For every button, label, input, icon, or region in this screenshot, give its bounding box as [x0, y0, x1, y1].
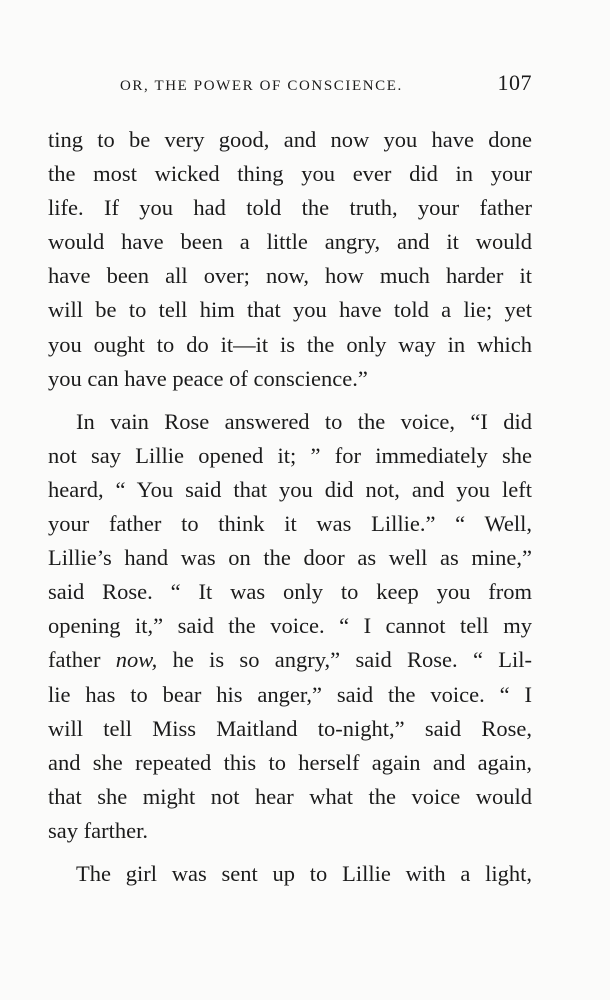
italic-word: now, [115, 647, 158, 673]
running-head [120, 70, 532, 96]
paragraph [48, 857, 532, 891]
text-segment: he is so angry,” said Rose. “ Lil- [157, 647, 532, 673]
text-line-with-italic [48, 643, 532, 677]
text-line: would have been a little angry, and it would [48, 229, 532, 255]
text-line: opening it,” said the voice. “ I cannot tell my [48, 613, 532, 639]
text-line: will tell Miss Maitland to-night,” said Rose, [48, 715, 532, 741]
text-line: that she might not hear what the voice would [48, 783, 532, 809]
text-line: say farther. [48, 817, 148, 843]
text-line: have been all over; now, how much harder it [48, 263, 532, 289]
text-segment: father [48, 647, 116, 673]
paragraph [48, 405, 532, 848]
page-number: 107 [497, 70, 532, 95]
text-line: and she repeated this to herself again and again, [48, 749, 532, 775]
text-line: said Rose. “ It was only to keep you from [48, 579, 532, 605]
running-head-title: OR, THE POWER OF CONSCIENCE. [120, 78, 403, 94]
text-line: the most wicked thing you ever did in your [48, 161, 532, 187]
body-text [48, 123, 532, 900]
text-line: life. If you had told the truth, your father [48, 195, 532, 221]
text-line: not say Lillie opened it; ” for immediately she [48, 442, 532, 468]
text-line: your father to think it was Lillie.” “ Well, [48, 511, 532, 537]
paragraph [48, 123, 532, 396]
text-line: ting to be very good, and now you have done [48, 127, 532, 152]
text-line: you can have peace of conscience.” [48, 365, 368, 391]
text-line: lie has to bear his anger,” said the voice. “ I [48, 681, 532, 707]
text-line: you ought to do it—it is the only way in which [48, 331, 532, 357]
text-line: The girl was sent up to Lillie with a light, [76, 860, 532, 886]
text-line: In vain Rose answered to the voice, “I did [76, 408, 532, 434]
text-line: will be to tell him that you have told a lie; yet [48, 297, 532, 323]
text-line: Lillie’s hand was on the door as well as mine,” [48, 545, 532, 571]
text-line: heard, “ You said that you did not, and you left [48, 476, 532, 502]
